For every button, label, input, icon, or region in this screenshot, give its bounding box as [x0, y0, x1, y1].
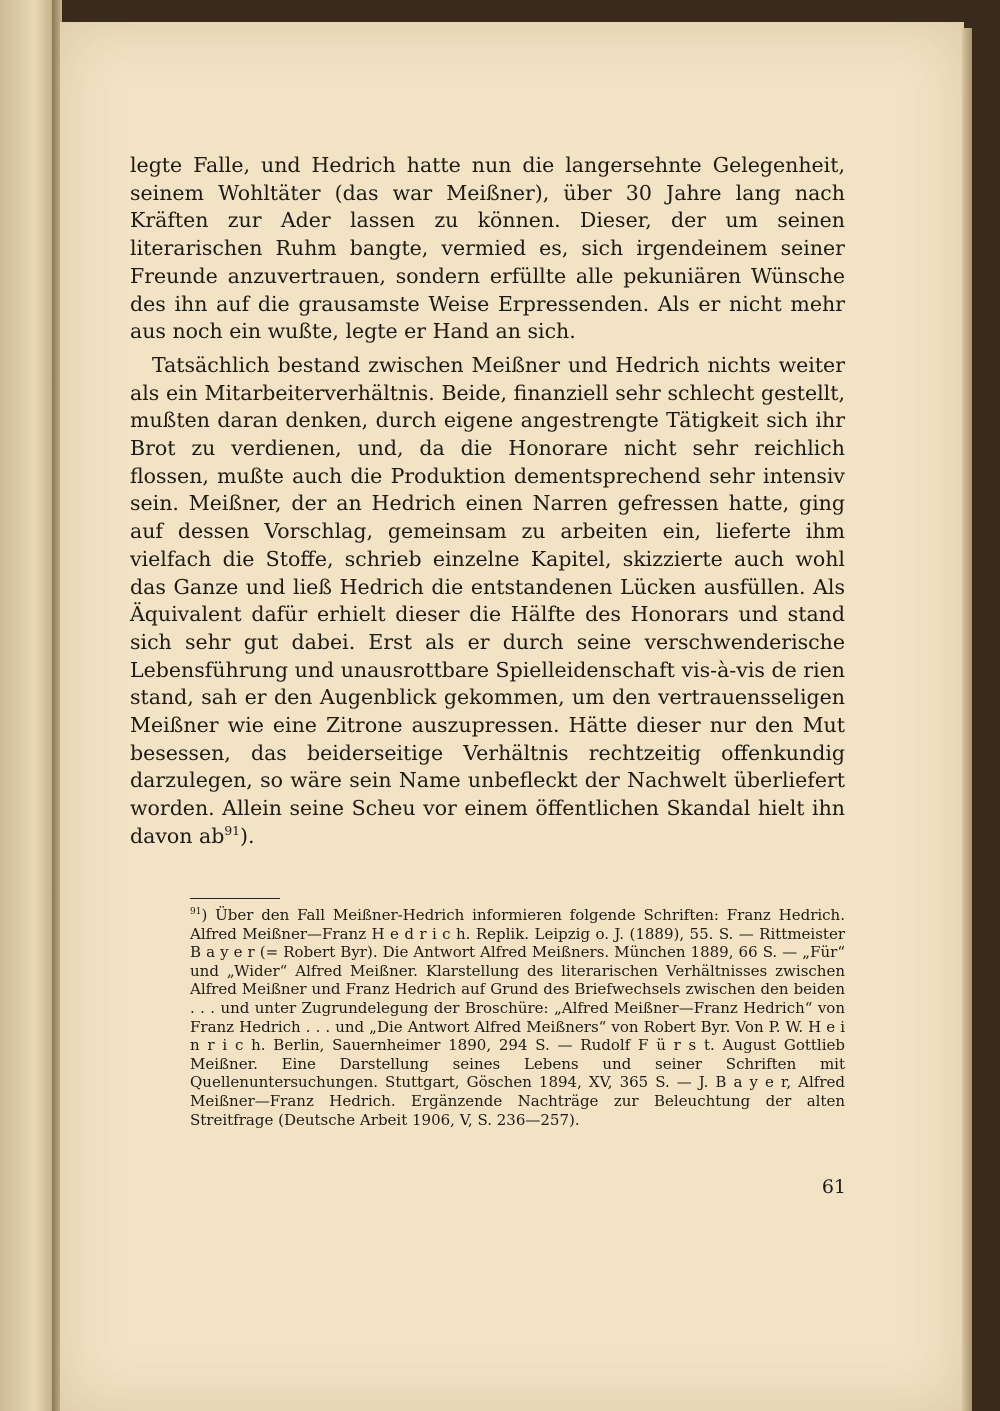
footnote [190, 906, 845, 1129]
footnote-marker: 91 [190, 907, 202, 917]
page-number: 61 [821, 1176, 846, 1198]
footnote-marker-close: ) [201, 906, 208, 924]
left-page-edge [0, 0, 58, 1411]
footnote-reference-close: ). [240, 823, 255, 848]
main-text [130, 152, 845, 851]
footnote-text: Über den Fall Meißner-Hedrich informieren folgende Schriften: Franz Hedrich. Alfred Meißner—Franz H e d r i c h. Replik. Leipzig o. J. (1889), 55. S. — Rittmeister B a y e r (= Robert Byr). Die Antwort Alfred Meißners. München 1889, 66 S. — „Für“ und „Wider“ Alfred Meißner. Klarstellung des literarischen Verhältnisses zwischen Alfred Meißner und Franz Hedrich auf Grund des Briefwechsels zwischen den beiden . . . und unter Zugrundelegung der Broschüre: „Alfred Meißner—Franz Hedrich“ von Franz Hedrich . . . und „Die Antwort Alfred Meißners“ von Robert Byr. Von P. W. H e i n r i c h. Berlin, Sauernheimer 1890, 294 S. — Rudolf F ü r s t. August Gottlieb Meißner. Eine Darstellung seines Lebens und seiner Schriften mit Quellenuntersuchungen. Stuttgart, Göschen 1894, XV, 365 S. — J. B a y e r, Alfred Meißner—Franz Hedrich. Ergänzende Nachträge zur Beleuchtung der alten Streitfrage (Deutsche Arbeit 1906, V, S. 236—257). [190, 906, 845, 1129]
paragraph-2 [130, 352, 845, 851]
paragraph-1: legte Falle, und Hedrich hatte nun die langersehnte Gelegenheit, seinem Wohltäter (das war Meißner), über 30 Jahre lang nach Kräften zur Ader lassen zu können. Dieser, der um seinen literarischen Ruhm bangte, vermied es, sich irgendeinem seiner Freunde anzuvertrauen, sondern erfüllte alle pekuniären Wünsche des ihn auf die grausamste Weise Erpressenden. Als er nicht mehr aus noch ein wußte, legte er Hand an sich. [130, 153, 845, 344]
footnote-reference: 91 [224, 824, 240, 839]
footnote-separator [190, 898, 280, 899]
right-page-edge [962, 28, 972, 1411]
paragraph-2-text: Tatsächlich bestand zwischen Meißner und Hedrich nichts weiter als ein Mitarbeiterverhältnis. Beide, finanziell sehr schlecht gestellt, mußten daran denken, durch eigene angestrengte Tätigkeit sich ihr Brot zu verdienen, und, da die Honorare nicht sehr reichlich flossen, mußte auch die Produktion dementsprechend sehr intensiv sein. Meißner, der an Hedrich einen Narren gefressen hatte, ging auf dessen Vorschlag, gemeinsam zu arbeiten ein, lieferte ihm vielfach die Stoffe, schrieb einzelne Kapitel, skizzierte auch wohl das Ganze und ließ Hedrich die entstandenen Lücken ausfüllen. Als Äquivalent dafür erhielt dieser die Hälfte des Honorars und stand sich sehr gut dabei. Erst als er durch seine verschwenderische Lebensführung und unausrottbare Spielleidenschaft vis-à-vis de rien stand, sah er den Augenblick gekommen, um den vertrauensseligen Meißner wie eine Zitrone auszupressen. Hätte dieser nur den Mut besessen, das beiderseitige Verhältnis rechtzeitig offenkundig darzulegen, so wäre sein Name unbefleckt der Nachwelt überliefert worden. Allein seine Scheu vor einem öffentlichen Skandal hielt ihn davon ab [130, 352, 845, 848]
